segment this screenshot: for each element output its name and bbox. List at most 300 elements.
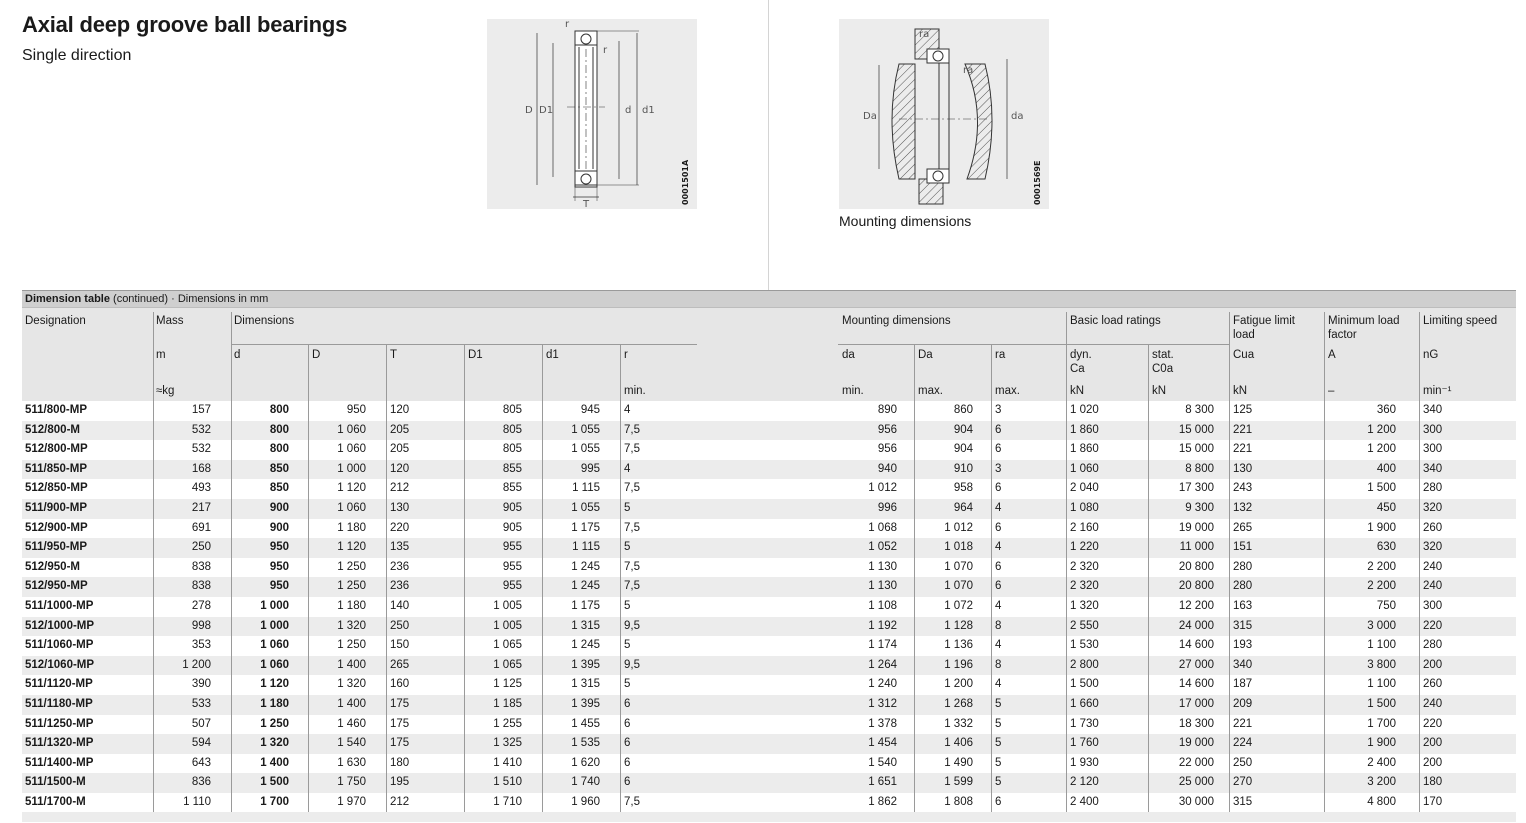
cell-D: 1 250 (337, 580, 366, 593)
col-mass: Mass (156, 315, 184, 327)
cell-mass: 594 (191, 737, 211, 750)
cell-nG: 280 (1423, 639, 1443, 652)
cell-D1: 955 (502, 580, 522, 593)
vertical-divider (768, 0, 769, 300)
cell-designation: 512/950-MP (25, 580, 88, 593)
cell-A: 2 400 (1367, 756, 1396, 769)
cell-D1: 1 125 (493, 678, 522, 691)
cell-Cua: 125 (1233, 404, 1253, 416)
table-title-bar (22, 290, 1516, 307)
cell-ra: 8 (995, 619, 1002, 632)
cell-D: 1 060 (337, 501, 366, 514)
cell-d: 1 060 (260, 658, 289, 671)
cell-D: 1 000 (337, 462, 366, 475)
table-row (22, 519, 1516, 539)
cell-C0a: 8 300 (1185, 404, 1214, 416)
cell-nG: 260 (1423, 521, 1443, 534)
cell-mass: 390 (191, 678, 211, 691)
col-mounting: Mounting dimensions (842, 315, 951, 327)
cell-ra: 4 (995, 639, 1002, 652)
cell-r: 9,5 (624, 658, 640, 671)
cell-Ca: 2 800 (1070, 658, 1099, 671)
cell-Da: 904 (953, 423, 973, 436)
cell-r: 5 (624, 541, 631, 554)
cell-d1: 1 175 (571, 599, 600, 612)
cell-mass: 838 (191, 560, 211, 573)
cell-Cua: 221 (1233, 443, 1253, 456)
cell-D1: 905 (502, 521, 522, 534)
cell-ra: 6 (995, 443, 1002, 456)
cell-T: 205 (390, 423, 410, 436)
cell-d: 1 120 (260, 678, 289, 691)
page-title: Axial deep groove ball bearings (22, 12, 348, 37)
cell-Da: 1 072 (944, 599, 973, 612)
cell-D1: 955 (502, 541, 522, 554)
col-ra: ra (995, 349, 1006, 361)
cell-D1: 1 185 (493, 697, 522, 710)
cell-A: 1 900 (1367, 737, 1396, 750)
cell-ra: 5 (995, 737, 1002, 750)
cell-r: 9,5 (624, 619, 640, 632)
cell-A: 400 (1376, 462, 1396, 475)
cell-designation: 511/850-MP (25, 462, 88, 475)
cell-Cua: 340 (1233, 658, 1253, 671)
cell-A: 630 (1376, 541, 1396, 554)
cell-mass: 836 (191, 776, 211, 789)
cell-designation: 512/1000-MP (25, 619, 95, 632)
cell-Ca: 2 550 (1070, 619, 1099, 632)
cell-Ca: 2 160 (1070, 521, 1099, 534)
col-D: D (312, 349, 321, 361)
label-Da: Da (863, 111, 877, 122)
mounting-figure (839, 19, 1049, 209)
cell-Cua: 315 (1233, 795, 1253, 808)
cell-T: 236 (390, 580, 410, 593)
cell-ra: 6 (995, 521, 1002, 534)
cell-C0a: 19 000 (1178, 737, 1214, 750)
cell-Cua: 193 (1233, 639, 1253, 652)
table-row (22, 695, 1516, 715)
cell-D1: 1 065 (493, 658, 522, 671)
table-row (22, 538, 1516, 558)
cell-T: 212 (390, 482, 410, 495)
col-speed: Limiting speed (1423, 315, 1498, 327)
cell-da: 1 130 (868, 560, 897, 573)
cell-d: 1 250 (260, 717, 289, 730)
table-title-note: (continued) · Dimensions in mm (109, 293, 269, 305)
col-Da: Da (918, 349, 933, 361)
cell-mass: 998 (191, 619, 211, 632)
cell-Da: 910 (953, 462, 973, 475)
cell-D: 950 (346, 404, 366, 416)
cell-nG: 200 (1423, 658, 1443, 671)
cell-D: 1 060 (337, 443, 366, 456)
cell-d1: 1 245 (571, 580, 600, 593)
cell-A: 2 200 (1367, 580, 1396, 593)
cell-r: 4 (624, 462, 631, 475)
cell-C0a: 12 200 (1178, 599, 1214, 612)
cell-Cua: 151 (1233, 541, 1253, 554)
cell-Cua: 163 (1233, 599, 1253, 612)
cell-C0a: 8 800 (1185, 462, 1214, 475)
cell-T: 160 (390, 678, 410, 691)
figure-code: 0001569E (1033, 160, 1042, 205)
cell-da: 1 052 (868, 541, 897, 554)
cell-A: 1 100 (1367, 639, 1396, 652)
cell-ra: 5 (995, 697, 1002, 710)
cell-r: 7,5 (624, 580, 640, 593)
cell-d1: 1 245 (571, 560, 600, 573)
table-header (22, 307, 1516, 401)
label-d: d (625, 105, 632, 116)
cell-da: 1 540 (868, 756, 897, 769)
table-row (22, 754, 1516, 774)
cell-Da: 958 (953, 482, 973, 495)
cell-mass: 532 (191, 443, 211, 456)
cell-Cua: 187 (1233, 678, 1253, 691)
col-designation: Designation (25, 315, 86, 327)
cell-D: 1 180 (337, 521, 366, 534)
cell-Cua: 265 (1233, 521, 1253, 534)
col-C0a: C0a (1152, 363, 1174, 375)
cell-nG: 240 (1423, 580, 1443, 593)
cell-mass: 493 (191, 482, 211, 495)
cell-ra: 6 (995, 482, 1002, 495)
cell-r: 5 (624, 639, 631, 652)
cell-Ca: 1 080 (1070, 501, 1099, 514)
cell-mass: 217 (191, 501, 211, 514)
dimension-table (22, 290, 1516, 822)
cell-A: 3 000 (1367, 619, 1396, 632)
cell-Ca: 1 760 (1070, 737, 1099, 750)
cell-A: 1 200 (1367, 423, 1396, 436)
cell-A: 1 700 (1367, 717, 1396, 730)
table-body (22, 401, 1516, 812)
cell-Da: 860 (953, 404, 973, 416)
table-row (22, 401, 1516, 421)
cell-D: 1 460 (337, 717, 366, 730)
cell-nG: 300 (1423, 423, 1443, 436)
cell-Ca: 1 860 (1070, 443, 1099, 456)
cell-da: 1 192 (868, 619, 897, 632)
cell-da: 940 (877, 462, 897, 475)
table-row (22, 793, 1516, 813)
cell-r: 5 (624, 501, 631, 514)
cell-nG: 220 (1423, 717, 1443, 730)
col-min-load: Minimum load factor (1328, 315, 1400, 341)
cell-D1: 905 (502, 501, 522, 514)
cell-mass: 507 (191, 717, 211, 730)
cell-da: 1 378 (868, 717, 897, 730)
cell-designation: 511/1400-MP (25, 756, 94, 769)
cell-A: 3 800 (1367, 658, 1396, 671)
cell-d: 800 (269, 423, 289, 436)
label-ra-side: ra (963, 65, 974, 76)
table-title: Dimension table (25, 293, 110, 305)
cell-D1: 805 (502, 423, 522, 436)
cell-r: 7,5 (624, 560, 640, 573)
cell-D: 1 630 (337, 756, 366, 769)
cell-d: 800 (269, 443, 289, 456)
bearing-section-figure (487, 19, 697, 209)
cell-ra: 3 (995, 404, 1002, 416)
cell-d1: 1 395 (571, 658, 600, 671)
cell-D: 1 320 (337, 619, 366, 632)
cell-Ca: 1 020 (1070, 404, 1099, 416)
cell-d: 950 (269, 560, 289, 573)
cell-designation: 511/1700-M (25, 795, 86, 808)
cell-nG: 180 (1423, 776, 1443, 789)
cell-T: 140 (390, 599, 410, 612)
cell-A: 360 (1376, 404, 1396, 416)
cell-D1: 855 (502, 482, 522, 495)
col-nG: nG (1423, 349, 1439, 361)
col-Da-max: max. (918, 385, 943, 397)
cell-D: 1 970 (337, 795, 366, 808)
cell-Da: 1 070 (944, 580, 973, 593)
cell-da: 1 862 (868, 795, 897, 808)
cell-nG: 170 (1423, 795, 1443, 808)
cell-T: 175 (390, 697, 410, 710)
cell-r: 7,5 (624, 795, 640, 808)
cell-d1: 1 055 (571, 423, 600, 436)
cell-C0a: 9 300 (1185, 501, 1214, 514)
col-A: A (1328, 349, 1336, 361)
col-A-unit: – (1328, 385, 1335, 397)
cell-d: 850 (269, 482, 289, 495)
cell-d1: 1 115 (572, 482, 600, 495)
cell-d1: 1 740 (571, 776, 600, 789)
col-stat: stat. (1152, 349, 1174, 361)
col-speed-unit: min⁻¹ (1423, 385, 1452, 397)
cell-D: 1 250 (337, 560, 366, 573)
table-row (22, 617, 1516, 637)
cell-d: 1 700 (260, 795, 289, 808)
cell-Da: 1 070 (944, 560, 973, 573)
cell-A: 1 500 (1367, 697, 1396, 710)
cell-T: 135 (390, 541, 410, 554)
figure-caption: Mounting dimensions (839, 213, 972, 229)
cell-Cua: 209 (1233, 697, 1253, 710)
cell-D1: 1 325 (493, 737, 522, 750)
cell-da: 1 651 (868, 776, 897, 789)
table-row (22, 734, 1516, 754)
col-dyn-unit: kN (1070, 385, 1085, 397)
cell-designation: 512/800-MP (25, 443, 88, 456)
cell-nG: 200 (1423, 756, 1443, 769)
col-r: r (624, 349, 628, 361)
cell-d: 1 060 (260, 639, 289, 652)
cell-ra: 3 (995, 462, 1002, 475)
cell-D: 1 400 (337, 697, 366, 710)
cell-C0a: 18 300 (1178, 717, 1214, 730)
cell-d1: 945 (580, 404, 600, 416)
cell-ra: 5 (995, 717, 1002, 730)
cell-nG: 300 (1423, 599, 1443, 612)
cell-ra: 4 (995, 599, 1002, 612)
col-dimensions: Dimensions (234, 315, 295, 327)
table-row (22, 597, 1516, 617)
cell-d: 950 (269, 541, 289, 554)
label-r-side: r (603, 45, 608, 56)
cell-D1: 1 510 (493, 776, 522, 789)
cell-r: 5 (624, 599, 631, 612)
cell-T: 180 (390, 756, 410, 769)
cell-d: 800 (269, 404, 289, 416)
cell-D: 1 400 (337, 658, 366, 671)
cell-d1: 1 115 (572, 541, 600, 554)
cell-Ca: 1 060 (1070, 462, 1099, 475)
cell-Ca: 2 040 (1070, 482, 1099, 495)
cell-mass: 157 (191, 404, 211, 416)
label-r-top: r (565, 19, 570, 30)
table-row (22, 558, 1516, 578)
table-row (22, 499, 1516, 519)
cell-A: 450 (1376, 501, 1396, 514)
cell-D: 1 750 (337, 776, 366, 789)
cell-A: 4 800 (1367, 795, 1396, 808)
label-da: da (1011, 111, 1024, 122)
cell-mass: 250 (191, 541, 211, 554)
cell-Cua: 315 (1233, 619, 1253, 632)
cell-d1: 1 245 (571, 639, 600, 652)
cell-ra: 8 (995, 658, 1002, 671)
cell-mass: 1 200 (182, 658, 211, 671)
cell-D: 1 320 (337, 678, 366, 691)
cell-Da: 1 128 (944, 619, 973, 632)
cell-r: 6 (624, 776, 631, 789)
cell-nG: 320 (1423, 501, 1443, 514)
cell-da: 956 (877, 423, 897, 436)
cell-D1: 855 (502, 462, 522, 475)
cell-da: 1 264 (868, 658, 897, 671)
col-d1: d1 (546, 349, 559, 361)
table-row (22, 440, 1516, 460)
cell-r: 4 (624, 404, 631, 416)
cell-designation: 511/1120-MP (25, 678, 93, 691)
cell-D1: 1 065 (493, 639, 522, 652)
cell-designation: 512/850-MP (25, 482, 88, 495)
col-fatigue: Fatigue limit load (1233, 315, 1295, 341)
cell-r: 7,5 (624, 423, 640, 436)
cell-Cua: 243 (1233, 482, 1253, 495)
cell-d1: 1 620 (571, 756, 600, 769)
cell-A: 1 100 (1367, 678, 1396, 691)
cell-Da: 1 200 (944, 678, 973, 691)
cell-Da: 1 012 (944, 521, 973, 534)
cell-Da: 1 406 (944, 737, 973, 750)
cell-r: 6 (624, 737, 631, 750)
col-ra-max: max. (995, 385, 1020, 397)
cell-ra: 6 (995, 580, 1002, 593)
cell-d1: 1 315 (571, 678, 600, 691)
cell-T: 220 (390, 521, 410, 534)
cell-d1: 1 535 (571, 737, 600, 750)
cell-d: 900 (269, 521, 289, 534)
cell-da: 890 (877, 404, 897, 416)
col-D1: D1 (468, 349, 483, 361)
cell-C0a: 14 600 (1178, 639, 1214, 652)
cell-d1: 1 315 (571, 619, 600, 632)
cell-Da: 1 808 (944, 795, 973, 808)
cell-nG: 200 (1423, 737, 1443, 750)
cell-T: 175 (390, 717, 410, 730)
cell-nG: 240 (1423, 560, 1443, 573)
cell-d: 1 000 (260, 599, 289, 612)
cell-Cua: 224 (1233, 737, 1253, 750)
cell-D: 1 120 (337, 541, 366, 554)
cell-T: 236 (390, 560, 410, 573)
cell-ra: 4 (995, 541, 1002, 554)
cell-A: 1 900 (1367, 521, 1396, 534)
cell-T: 120 (390, 404, 410, 416)
cell-d1: 1 055 (571, 501, 600, 514)
col-Ca: Ca (1070, 363, 1085, 375)
table-row (22, 636, 1516, 656)
cell-D: 1 120 (337, 482, 366, 495)
bearing-section-drawing (487, 19, 697, 209)
cell-C0a: 15 000 (1178, 423, 1214, 436)
label-D1: D1 (539, 105, 554, 116)
table-row (22, 715, 1516, 735)
label-ra-top: ra (919, 29, 930, 40)
cell-nG: 220 (1423, 619, 1443, 632)
cell-r: 7,5 (624, 482, 640, 495)
cell-da: 1 130 (868, 580, 897, 593)
cell-designation: 511/1060-MP (25, 639, 94, 652)
cell-designation: 511/800-MP (25, 404, 88, 416)
cell-T: 120 (390, 462, 410, 475)
cell-T: 212 (390, 795, 410, 808)
cell-nG: 300 (1423, 443, 1443, 456)
col-r-min: min. (624, 385, 646, 397)
cell-mass: 643 (191, 756, 211, 769)
cell-Da: 964 (953, 501, 973, 514)
cell-r: 5 (624, 678, 631, 691)
cell-nG: 260 (1423, 678, 1443, 691)
cell-Ca: 1 660 (1070, 697, 1099, 710)
cell-Da: 1 332 (944, 717, 973, 730)
cell-T: 130 (390, 501, 410, 514)
label-D: D (525, 105, 533, 116)
cell-Cua: 132 (1233, 501, 1253, 514)
cell-mass: 533 (191, 697, 211, 710)
cell-nG: 340 (1423, 462, 1443, 475)
cell-C0a: 14 600 (1178, 678, 1214, 691)
cell-da: 1 240 (868, 678, 897, 691)
cell-designation: 511/950-MP (25, 541, 88, 554)
cell-C0a: 15 000 (1178, 443, 1214, 456)
col-da-min: min. (842, 385, 864, 397)
cell-Ca: 1 860 (1070, 423, 1099, 436)
mounting-drawing (839, 19, 1049, 209)
col-fatigue-unit: kN (1233, 385, 1248, 397)
cell-d: 850 (269, 462, 289, 475)
table-row (22, 675, 1516, 695)
cell-Ca: 2 320 (1070, 560, 1099, 573)
cell-designation: 511/900-MP (25, 501, 88, 514)
cell-C0a: 20 800 (1178, 580, 1214, 593)
cell-D1: 1 255 (493, 717, 522, 730)
cell-da: 1 454 (868, 737, 897, 750)
cell-d: 1 320 (260, 737, 289, 750)
cell-D: 1 250 (337, 639, 366, 652)
figure-code: 0001501A (681, 159, 690, 205)
cell-C0a: 19 000 (1178, 521, 1214, 534)
cell-Cua: 221 (1233, 717, 1253, 730)
cell-d: 1 000 (260, 619, 289, 632)
cell-ra: 5 (995, 776, 1002, 789)
